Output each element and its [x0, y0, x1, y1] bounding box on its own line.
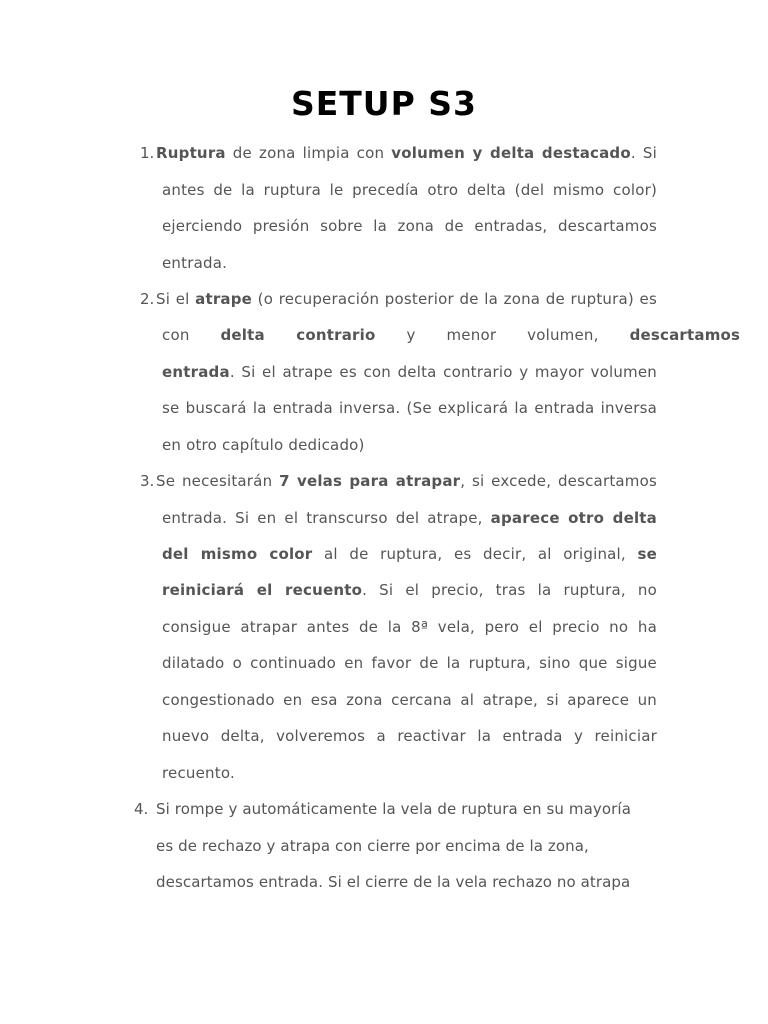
list-item-line: Si rompe y automáticamente la vela de ruptura en su mayoría	[156, 800, 631, 818]
list-item-line: Si el atrape (o recuperación posterior de la zona de ruptura) es	[156, 290, 657, 308]
list-item-line: Ruptura de zona limpia con volumen y delta destacado. Si	[156, 144, 657, 162]
list-item-line: Se necesitarán 7 velas para atrapar, si excede, descartamos	[156, 472, 657, 490]
list-item-line: entrada.	[162, 254, 228, 272]
list-item-line: es de rechazo y atrapa con cierre por encima de la zona,	[156, 837, 589, 855]
list-number: 3.	[140, 472, 155, 490]
list-item-line: antes de la ruptura le precedía otro delta (del mismo color)	[162, 181, 657, 199]
list-item-line: del mismo color al de ruptura, es decir, al original, se	[162, 545, 657, 563]
list-item-line: entrada. Si en el transcurso del atrape, aparece otro delta	[162, 509, 657, 527]
list-item-line: reiniciará el recuento. Si el precio, tras la ruptura, no	[162, 581, 657, 599]
page-title: SETUP S3	[290, 84, 478, 123]
list-item-line: congestionado en esa zona cercana al atrape, si aparece un	[162, 691, 657, 709]
list-item-line: nuevo delta, volveremos a reactivar la entrada y reiniciar	[162, 727, 657, 745]
list-item-line: ejerciendo presión sobre la zona de entradas, descartamos	[162, 217, 657, 235]
list-item-line: se buscará la entrada inversa. (Se explicará la entrada inversa	[162, 399, 657, 417]
list-number: 1.	[140, 144, 155, 162]
list-item-line: entrada. Si el atrape es con delta contrario y mayor volumen	[162, 363, 657, 381]
list-item-line: consigue atrapar antes de la 8ª vela, pero el precio no ha	[162, 618, 657, 636]
list-item-line: en otro capítulo dedicado)	[162, 436, 365, 454]
list-number: 4.	[134, 800, 149, 818]
list-item-line: dilatado o continuado en favor de la ruptura, sino que sigue	[162, 654, 657, 672]
list-item-line: recuento.	[162, 764, 235, 782]
list-number: 2.	[140, 290, 155, 308]
list-item-line: descartamos entrada. Si el cierre de la vela rechazo no atrapa	[156, 873, 631, 891]
list-item-line: con delta contrario y menor volumen, descartamos	[162, 326, 741, 344]
